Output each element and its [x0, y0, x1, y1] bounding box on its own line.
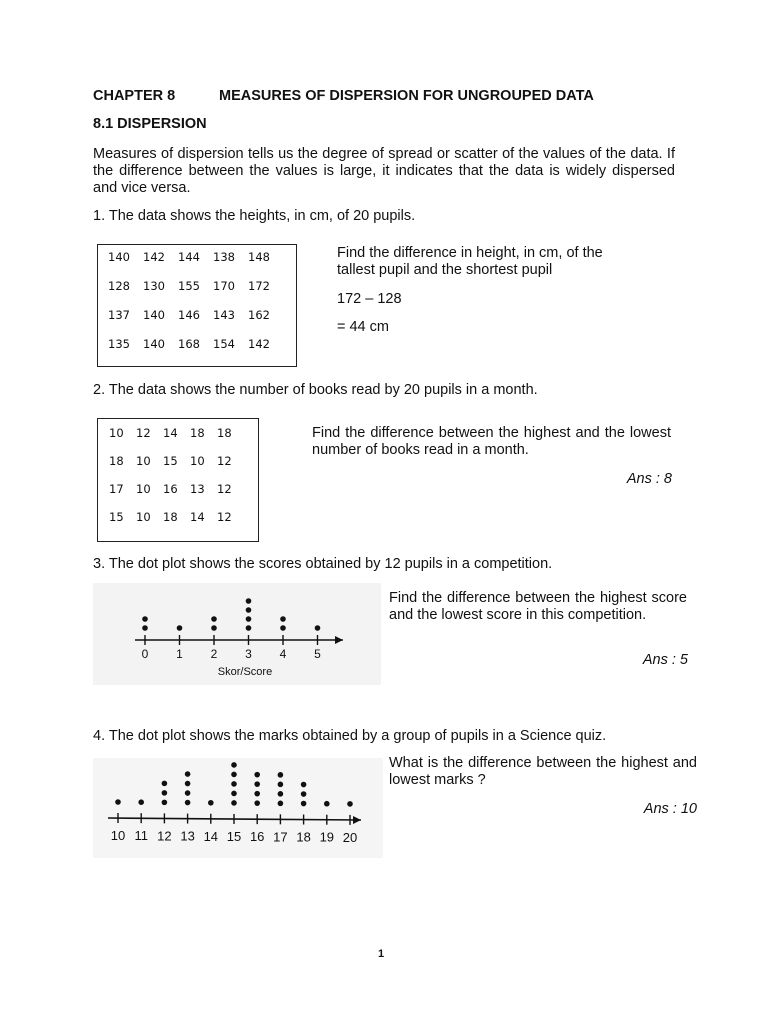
table-cell: 12	[136, 426, 151, 440]
intro-paragraph: Measures of dispersion tells us the degree of spread or scatter of the values of the data. If the difference between the values is large, it indicates that the data is widely dispersed and vice versa.	[93, 146, 675, 196]
data-dot	[231, 762, 237, 768]
data-dot	[211, 625, 217, 631]
q4-answer: Ans : 10	[643, 801, 697, 817]
tick-label: 15	[226, 828, 242, 844]
tick-label: 10	[110, 828, 126, 843]
data-dot	[142, 625, 148, 631]
data-dot	[208, 800, 214, 806]
table-cell: 12	[217, 510, 232, 524]
table-cell: 10	[136, 510, 151, 524]
q1-result: = 44 cm	[337, 319, 389, 335]
data-dot	[301, 791, 307, 797]
section-title: 8.1 DISPERSION	[93, 116, 207, 132]
table-cell: 130	[143, 279, 165, 293]
data-dot	[278, 791, 284, 797]
data-dot	[162, 781, 168, 787]
data-dot	[280, 616, 286, 622]
data-dot	[324, 801, 330, 807]
table-cell: 15	[163, 454, 178, 468]
tick-label: 3	[245, 647, 252, 661]
table-cell: 15	[109, 510, 124, 524]
table-cell: 137	[108, 308, 130, 322]
data-dot	[254, 791, 260, 797]
table-cell: 140	[143, 308, 165, 322]
tick-label: 14	[203, 828, 219, 844]
table-cell: 143	[213, 308, 235, 322]
q4-dot-plot	[93, 758, 383, 858]
table-cell: 142	[143, 250, 165, 264]
data-dot	[280, 625, 286, 631]
q1-prompt: 1. The data shows the heights, in cm, of 20 pupils.	[93, 208, 416, 224]
table-cell: 140	[143, 337, 165, 351]
tick-label: 11	[134, 828, 148, 844]
tick-label: 18	[296, 829, 311, 845]
data-dot	[115, 799, 121, 805]
table-cell: 172	[248, 279, 270, 293]
data-dot	[246, 607, 252, 613]
data-dot	[185, 800, 191, 806]
data-dot	[231, 791, 237, 797]
data-dot	[246, 598, 252, 604]
table-cell: 138	[213, 250, 235, 264]
table-cell: 18	[109, 454, 124, 468]
data-dot	[278, 801, 284, 807]
table-cell: 13	[190, 482, 205, 496]
table-cell: 154	[213, 337, 235, 351]
tick-label: 20	[342, 829, 358, 845]
table-cell: 12	[217, 482, 232, 496]
table-cell: 14	[163, 426, 178, 440]
tick-label: 1	[176, 647, 183, 661]
data-dot	[177, 625, 183, 631]
q2-question: Find the difference between the highest and the lowest number of books read in a month.	[312, 425, 671, 458]
tick-label: 4	[279, 647, 287, 661]
table-cell: 128	[108, 279, 130, 293]
tick-label: 17	[273, 829, 288, 845]
q3-dot-plot	[93, 583, 381, 685]
data-dot	[211, 616, 217, 622]
data-dot	[301, 801, 307, 807]
q2-data-table	[97, 418, 259, 542]
data-dot	[301, 782, 307, 788]
table-cell: 14	[190, 510, 205, 524]
q1-question: Find the difference in height, in cm, of the tallest pupil and the shortest pupil	[337, 245, 603, 278]
data-dot	[138, 799, 144, 805]
data-dot	[246, 625, 252, 631]
data-dot	[162, 800, 168, 806]
table-cell: 12	[217, 454, 232, 468]
tick-label: 12	[157, 828, 172, 844]
data-dot	[231, 772, 237, 778]
table-cell: 170	[213, 279, 235, 293]
table-cell: 17	[109, 482, 124, 496]
q1-working: 172 – 128	[337, 291, 402, 307]
tick-label: 19	[319, 829, 335, 845]
data-dot	[185, 790, 191, 796]
tick-label: 13	[180, 828, 195, 844]
table-cell: 10	[109, 426, 124, 440]
table-cell: 10	[136, 454, 151, 468]
table-cell: 168	[178, 337, 200, 351]
tick-label: 0	[141, 647, 149, 661]
table-cell: 140	[108, 250, 130, 264]
data-dot	[142, 616, 148, 622]
table-cell: 18	[217, 426, 232, 440]
data-dot	[231, 800, 237, 806]
q3-answer: Ans : 5	[642, 652, 688, 668]
data-dot	[185, 771, 191, 777]
data-dot	[347, 801, 353, 807]
data-dot	[231, 781, 237, 787]
table-cell: 10	[136, 482, 151, 496]
table-cell: 155	[178, 279, 200, 293]
table-cell: 10	[190, 454, 205, 468]
data-dot	[254, 781, 260, 787]
chapter-title: MEASURES OF DISPERSION FOR UNGROUPED DATA	[219, 88, 594, 104]
data-dot	[246, 616, 252, 622]
table-cell: 18	[190, 426, 205, 440]
tick-label: 5	[314, 647, 321, 661]
table-cell: 146	[178, 308, 200, 322]
q2-answer: Ans : 8	[626, 471, 672, 487]
q3-question: Find the difference between the highest score and the lowest score in this competition.	[389, 590, 687, 623]
data-dot	[254, 800, 260, 806]
data-dot	[278, 772, 284, 778]
x-axis-label: Skor/Score	[217, 666, 273, 678]
table-cell: 162	[248, 308, 270, 322]
q4-question: What is the difference between the highest and lowest marks ?	[389, 755, 697, 788]
table-cell: 148	[248, 250, 270, 264]
tick-label: 2	[210, 647, 218, 661]
chapter-number: CHAPTER 8	[93, 88, 176, 104]
data-dot	[162, 790, 168, 796]
table-cell: 16	[163, 482, 178, 496]
data-dot	[315, 625, 321, 631]
table-cell: 144	[178, 250, 200, 264]
q3-prompt: 3. The dot plot shows the scores obtained by 12 pupils in a competition.	[93, 556, 553, 572]
data-dot	[278, 782, 284, 788]
table-cell: 142	[248, 337, 270, 351]
table-cell: 135	[108, 337, 130, 351]
tick-label: 16	[249, 829, 265, 845]
q2-prompt: 2. The data shows the number of books read by 20 pupils in a month.	[93, 382, 538, 398]
q4-prompt: 4. The dot plot shows the marks obtained by a group of pupils in a Science quiz.	[93, 728, 607, 744]
data-dot	[185, 781, 191, 787]
data-dot	[254, 772, 260, 778]
q1-data-table	[97, 244, 297, 367]
page-number: 1	[378, 948, 385, 960]
table-cell: 18	[163, 510, 178, 524]
